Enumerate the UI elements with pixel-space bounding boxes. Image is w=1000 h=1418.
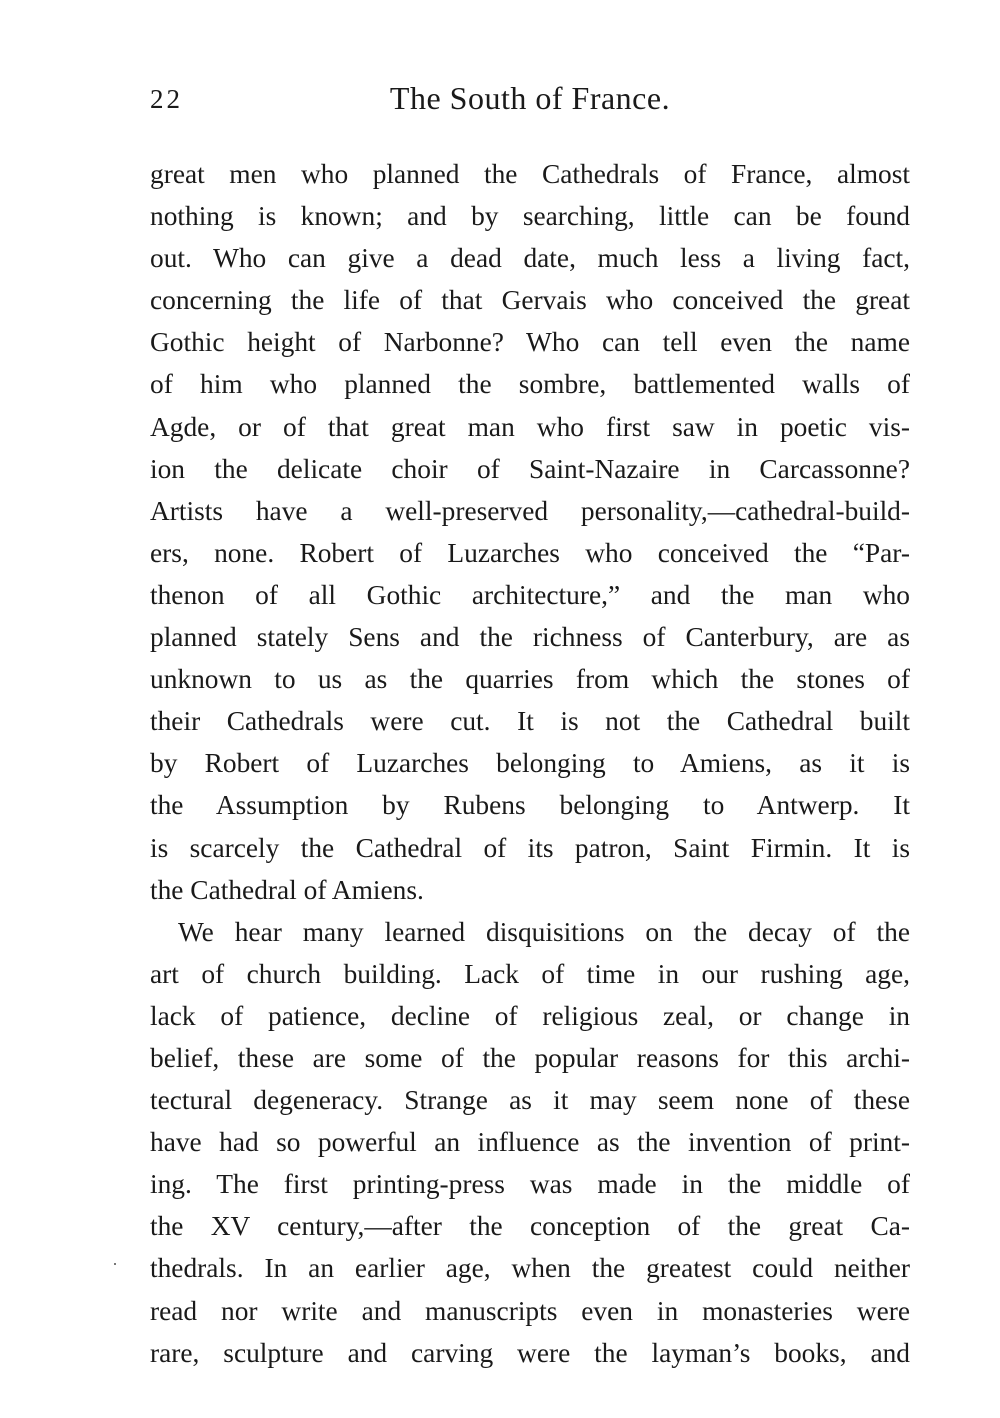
text-line: the Assumption by Rubens belonging to Antwerp. It bbox=[150, 790, 910, 821]
text-line: planned stately Sens and the richness of Canterbury, are as bbox=[150, 622, 910, 653]
text-line: Artists have a well-preserved personality,—cathedral-build- bbox=[150, 495, 910, 526]
running-head bbox=[150, 80, 910, 124]
text-line: the Cathedral of Amiens. bbox=[150, 874, 424, 905]
text-line: ers, none. Robert of Luzarches who conceived the “Par- bbox=[150, 537, 910, 568]
text-line: ing. The first printing-press was made in the middle of bbox=[150, 1169, 910, 1200]
text-line: is scarcely the Cathedral of its patron, Saint Firmin. It is bbox=[150, 832, 910, 863]
text-line: We hear many learned disquisitions on the decay of the bbox=[178, 916, 910, 947]
text-line: concerning the life of that Gervais who conceived the great bbox=[150, 285, 910, 316]
text-line: nothing is known; and by searching, little can be found bbox=[150, 201, 910, 232]
margin-speck bbox=[114, 1263, 116, 1265]
text-line: tectural degeneracy. Strange as it may seem none of these bbox=[150, 1085, 910, 1116]
text-line: of him who planned the sombre, battlemented walls of bbox=[150, 369, 910, 400]
text-line: Gothic height of Narbonne? Who can tell even the name bbox=[150, 327, 910, 358]
text-line: ion the delicate choir of Saint-Nazaire in Carcassonne? bbox=[150, 453, 910, 484]
text-line: Agde, or of that great man who first saw in poetic vis- bbox=[150, 411, 910, 442]
text-line: thedrals. In an earlier age, when the greatest could neither bbox=[150, 1253, 910, 1284]
text-line: have had so powerful an influence as the invention of print- bbox=[150, 1127, 910, 1158]
text-line: belief, these are some of the popular reasons for this archi- bbox=[150, 1042, 910, 1073]
text-line: thenon of all Gothic architecture,” and the man who bbox=[150, 579, 910, 610]
text-line: unknown to us as the quarries from which the stones of bbox=[150, 664, 910, 695]
running-title: The South of France. bbox=[389, 80, 671, 116]
text-line: out. Who can give a dead date, much less a living fact, bbox=[150, 243, 910, 274]
body-text bbox=[150, 153, 910, 1374]
text-line: read nor write and manuscripts even in monasteries were bbox=[150, 1295, 910, 1326]
page-number: 22 bbox=[150, 84, 183, 114]
paragraph-1 bbox=[150, 153, 910, 911]
text-line: art of church building. Lack of time in our rushing age, bbox=[150, 958, 910, 989]
text-line: the XV century,—after the conception of the great Ca- bbox=[150, 1211, 910, 1242]
text-line: lack of patience, decline of religious zeal, or change in bbox=[150, 1000, 910, 1031]
text-line: their Cathedrals were cut. It is not the Cathedral built bbox=[150, 706, 910, 737]
paragraph-2 bbox=[150, 911, 910, 1374]
text-line: rare, sculpture and carving were the layman’s books, and bbox=[150, 1337, 910, 1368]
text-line: by Robert of Luzarches belonging to Amiens, as it is bbox=[150, 748, 910, 779]
text-line: great men who planned the Cathedrals of France, almost bbox=[150, 159, 910, 189]
